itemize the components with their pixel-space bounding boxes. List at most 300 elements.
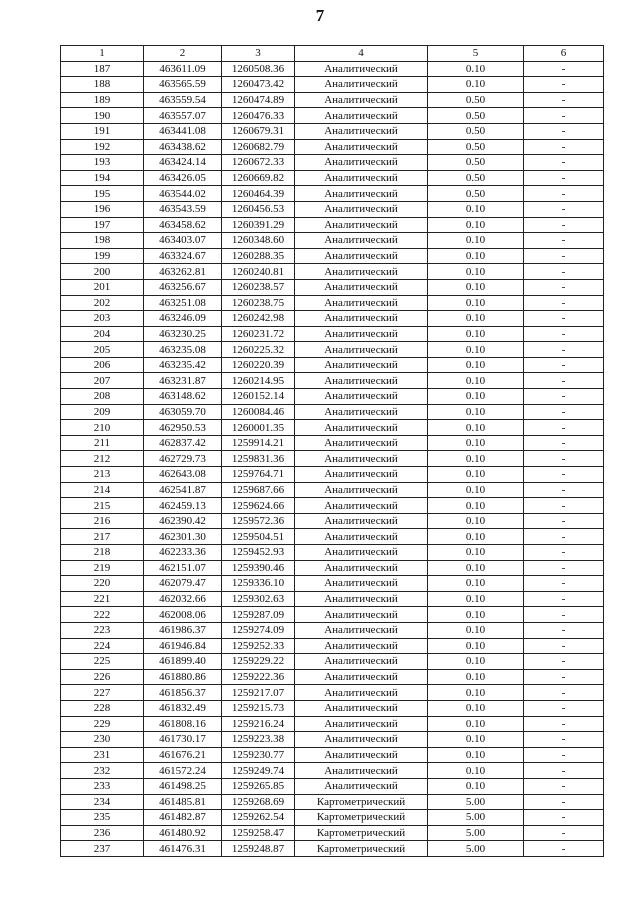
coordinates-table xyxy=(60,45,604,857)
table-cell: - xyxy=(524,732,604,748)
table-cell: 462643.08 xyxy=(144,467,222,483)
table-cell: - xyxy=(524,264,604,280)
table-cell: Картометрический xyxy=(295,825,428,841)
table-cell: Аналитический xyxy=(295,373,428,389)
table-cell: 463230.25 xyxy=(144,326,222,342)
table-row xyxy=(61,311,604,327)
table-cell: 0.10 xyxy=(428,389,524,405)
table-cell: 5.00 xyxy=(428,810,524,826)
table-body xyxy=(61,61,604,856)
table-cell: 190 xyxy=(61,108,144,124)
table-row xyxy=(61,170,604,186)
table-cell: 1259336.10 xyxy=(222,576,295,592)
table-cell: 1260476.33 xyxy=(222,108,295,124)
table-row xyxy=(61,77,604,93)
table-cell: 0.10 xyxy=(428,482,524,498)
table-cell: Аналитический xyxy=(295,233,428,249)
table-cell: Картометрический xyxy=(295,841,428,857)
table-cell: 1259249.74 xyxy=(222,763,295,779)
table-cell: - xyxy=(524,700,604,716)
table-cell: 1259504.51 xyxy=(222,529,295,545)
table-cell: 195 xyxy=(61,186,144,202)
table-cell: Аналитический xyxy=(295,123,428,139)
table-cell: - xyxy=(524,841,604,857)
table-row xyxy=(61,794,604,810)
table-cell: 1259215.73 xyxy=(222,700,295,716)
table-cell: 192 xyxy=(61,139,144,155)
table-cell: 462008.06 xyxy=(144,607,222,623)
table-cell: 1260220.39 xyxy=(222,357,295,373)
table-cell: - xyxy=(524,794,604,810)
table-cell: 0.10 xyxy=(428,435,524,451)
table-cell: 196 xyxy=(61,201,144,217)
table-row xyxy=(61,279,604,295)
table-cell: 1260474.89 xyxy=(222,92,295,108)
table-cell: Аналитический xyxy=(295,498,428,514)
table-cell: 0.10 xyxy=(428,311,524,327)
table-cell: 1260508.36 xyxy=(222,61,295,77)
table-cell: 0.10 xyxy=(428,279,524,295)
page-number: 7 xyxy=(315,6,325,25)
table-row xyxy=(61,420,604,436)
table-cell: 0.10 xyxy=(428,560,524,576)
table-cell: 1260672.33 xyxy=(222,155,295,171)
table-cell: 1259229.22 xyxy=(222,654,295,670)
table-cell: 0.50 xyxy=(428,186,524,202)
table-cell: 1260084.46 xyxy=(222,404,295,420)
table-cell: 217 xyxy=(61,529,144,545)
table-cell: Аналитический xyxy=(295,576,428,592)
table-cell: 1259265.85 xyxy=(222,778,295,794)
table-cell: 1259624.66 xyxy=(222,498,295,514)
table-cell: Аналитический xyxy=(295,716,428,732)
table-row xyxy=(61,248,604,264)
table-cell: 219 xyxy=(61,560,144,576)
table-cell: 463148.62 xyxy=(144,389,222,405)
table-cell: Аналитический xyxy=(295,170,428,186)
table-cell: Аналитический xyxy=(295,763,428,779)
column-header: 1 xyxy=(61,46,144,62)
table-cell: - xyxy=(524,810,604,826)
table-cell: 228 xyxy=(61,700,144,716)
table-cell: 0.50 xyxy=(428,155,524,171)
table-cell: Аналитический xyxy=(295,92,428,108)
table-cell: 211 xyxy=(61,435,144,451)
table-cell: 461986.37 xyxy=(144,622,222,638)
table-cell: 5.00 xyxy=(428,841,524,857)
table-cell: 0.10 xyxy=(428,747,524,763)
table-cell: 0.10 xyxy=(428,342,524,358)
table-cell: Аналитический xyxy=(295,700,428,716)
table-cell: Аналитический xyxy=(295,279,428,295)
table-cell: 463559.54 xyxy=(144,92,222,108)
table-row xyxy=(61,529,604,545)
table-cell: Аналитический xyxy=(295,404,428,420)
table-cell: 461808.16 xyxy=(144,716,222,732)
table-cell: 1259687.66 xyxy=(222,482,295,498)
table-cell: 0.10 xyxy=(428,467,524,483)
table-cell: 1260288.35 xyxy=(222,248,295,264)
table-cell: 0.10 xyxy=(428,77,524,93)
table-cell: 1259223.38 xyxy=(222,732,295,748)
table-cell: 463458.62 xyxy=(144,217,222,233)
table-cell: 1259302.63 xyxy=(222,591,295,607)
table-cell: - xyxy=(524,123,604,139)
table-cell: 1259914.21 xyxy=(222,435,295,451)
table-cell: 206 xyxy=(61,357,144,373)
column-header: 4 xyxy=(295,46,428,62)
table-cell: Аналитический xyxy=(295,342,428,358)
column-header: 2 xyxy=(144,46,222,62)
table-cell: - xyxy=(524,622,604,638)
table-cell: 224 xyxy=(61,638,144,654)
table-cell: 461572.24 xyxy=(144,763,222,779)
table-cell: 1259216.24 xyxy=(222,716,295,732)
table-cell: 1259572.36 xyxy=(222,513,295,529)
table-cell: - xyxy=(524,591,604,607)
table-cell: 462950.53 xyxy=(144,420,222,436)
table-row xyxy=(61,732,604,748)
table-cell: Аналитический xyxy=(295,529,428,545)
table-cell: 463543.59 xyxy=(144,201,222,217)
table-cell: 0.10 xyxy=(428,233,524,249)
table-cell: 187 xyxy=(61,61,144,77)
table-cell: 1260679.31 xyxy=(222,123,295,139)
table-cell: 462151.07 xyxy=(144,560,222,576)
table-cell: 1260682.79 xyxy=(222,139,295,155)
table-row xyxy=(61,747,604,763)
table-cell: 0.10 xyxy=(428,61,524,77)
table-cell: 461676.21 xyxy=(144,747,222,763)
table-cell: - xyxy=(524,342,604,358)
table-row xyxy=(61,342,604,358)
table-cell: - xyxy=(524,560,604,576)
table-cell: - xyxy=(524,61,604,77)
table-cell: 205 xyxy=(61,342,144,358)
table-row xyxy=(61,92,604,108)
table-cell: 237 xyxy=(61,841,144,857)
table-cell: 227 xyxy=(61,685,144,701)
table-cell: 203 xyxy=(61,311,144,327)
table-row xyxy=(61,61,604,77)
table-cell: 0.10 xyxy=(428,357,524,373)
table-cell: 1259230.77 xyxy=(222,747,295,763)
table-cell: - xyxy=(524,435,604,451)
table-row xyxy=(61,373,604,389)
table-cell: 463059.70 xyxy=(144,404,222,420)
table-cell: 462032.66 xyxy=(144,591,222,607)
table-cell: 463611.09 xyxy=(144,61,222,77)
table-cell: Аналитический xyxy=(295,357,428,373)
table-cell: 221 xyxy=(61,591,144,607)
table-cell: 0.10 xyxy=(428,248,524,264)
table-cell: 0.50 xyxy=(428,123,524,139)
table-cell: - xyxy=(524,186,604,202)
table-cell: 463262.81 xyxy=(144,264,222,280)
table-cell: 461899.40 xyxy=(144,654,222,670)
table-cell: - xyxy=(524,747,604,763)
table-cell: 462301.30 xyxy=(144,529,222,545)
table-cell: 0.10 xyxy=(428,451,524,467)
table-cell: 1260152.14 xyxy=(222,389,295,405)
table-row xyxy=(61,763,604,779)
table-cell: 461476.31 xyxy=(144,841,222,857)
table-cell: 461856.37 xyxy=(144,685,222,701)
table-cell: 461946.84 xyxy=(144,638,222,654)
table-cell: 1260231.72 xyxy=(222,326,295,342)
table-cell: 461480.92 xyxy=(144,825,222,841)
table-cell: Аналитический xyxy=(295,155,428,171)
table-cell: Аналитический xyxy=(295,61,428,77)
table-cell: 0.10 xyxy=(428,607,524,623)
table-row xyxy=(61,295,604,311)
table-cell: 1260240.81 xyxy=(222,264,295,280)
table-cell: 1260669.82 xyxy=(222,170,295,186)
table-row xyxy=(61,233,604,249)
table-cell: 214 xyxy=(61,482,144,498)
table-cell: - xyxy=(524,529,604,545)
table-row xyxy=(61,467,604,483)
table-cell: - xyxy=(524,77,604,93)
table-cell: 462459.13 xyxy=(144,498,222,514)
table-cell: 1260001.35 xyxy=(222,420,295,436)
column-header: 3 xyxy=(222,46,295,62)
table-cell: 1259248.87 xyxy=(222,841,295,857)
header-row xyxy=(61,46,604,62)
table-cell: - xyxy=(524,311,604,327)
table-row xyxy=(61,217,604,233)
table-cell: 0.10 xyxy=(428,420,524,436)
table-row xyxy=(61,700,604,716)
table-cell: 0.10 xyxy=(428,576,524,592)
table-cell: - xyxy=(524,654,604,670)
table-cell: 1260238.57 xyxy=(222,279,295,295)
table-row xyxy=(61,576,604,592)
table-row xyxy=(61,389,604,405)
table-cell: - xyxy=(524,139,604,155)
table-cell: - xyxy=(524,451,604,467)
table-cell: 201 xyxy=(61,279,144,295)
table-cell: - xyxy=(524,170,604,186)
table-row xyxy=(61,108,604,124)
table-cell: 212 xyxy=(61,451,144,467)
table-cell: 1259287.09 xyxy=(222,607,295,623)
column-header: 5 xyxy=(428,46,524,62)
table-cell: 202 xyxy=(61,295,144,311)
table-cell: 1260473.42 xyxy=(222,77,295,93)
table-cell: 233 xyxy=(61,778,144,794)
table-cell: Аналитический xyxy=(295,732,428,748)
table-cell: 461880.86 xyxy=(144,669,222,685)
table-row xyxy=(61,264,604,280)
table-cell: 463565.59 xyxy=(144,77,222,93)
table-row xyxy=(61,451,604,467)
table-cell: 1259274.09 xyxy=(222,622,295,638)
table-row xyxy=(61,201,604,217)
table-cell: 463231.87 xyxy=(144,373,222,389)
table-cell: - xyxy=(524,108,604,124)
table-row xyxy=(61,638,604,654)
table-cell: 461485.81 xyxy=(144,794,222,810)
table-cell: Аналитический xyxy=(295,451,428,467)
table-cell: 463557.07 xyxy=(144,108,222,124)
table-cell: 199 xyxy=(61,248,144,264)
table-cell: 0.10 xyxy=(428,404,524,420)
table-cell: 1260214.95 xyxy=(222,373,295,389)
table-cell: - xyxy=(524,404,604,420)
table-cell: 462729.73 xyxy=(144,451,222,467)
table-cell: Аналитический xyxy=(295,545,428,561)
table-row xyxy=(61,825,604,841)
table-cell: 0.10 xyxy=(428,654,524,670)
table-cell: 1259452.93 xyxy=(222,545,295,561)
table-cell: 5.00 xyxy=(428,794,524,810)
table-cell: 0.50 xyxy=(428,170,524,186)
table-row xyxy=(61,123,604,139)
table-cell: - xyxy=(524,420,604,436)
table-cell: 220 xyxy=(61,576,144,592)
table-cell: 209 xyxy=(61,404,144,420)
table-cell: 193 xyxy=(61,155,144,171)
table-cell: 216 xyxy=(61,513,144,529)
table-cell: Аналитический xyxy=(295,311,428,327)
table-cell: 191 xyxy=(61,123,144,139)
table-row xyxy=(61,545,604,561)
table-cell: 462837.42 xyxy=(144,435,222,451)
table-cell: 232 xyxy=(61,763,144,779)
table-cell: 0.50 xyxy=(428,92,524,108)
table-cell: 188 xyxy=(61,77,144,93)
table-cell: 213 xyxy=(61,467,144,483)
table-cell: 0.10 xyxy=(428,373,524,389)
table-cell: 215 xyxy=(61,498,144,514)
table-cell: 463403.07 xyxy=(144,233,222,249)
table-cell: 463251.08 xyxy=(144,295,222,311)
table-cell: 462541.87 xyxy=(144,482,222,498)
table-cell: - xyxy=(524,248,604,264)
table-cell: 231 xyxy=(61,747,144,763)
table-row xyxy=(61,685,604,701)
table-cell: 0.10 xyxy=(428,545,524,561)
table-cell: 200 xyxy=(61,264,144,280)
table-cell: 461498.25 xyxy=(144,778,222,794)
table-cell: Аналитический xyxy=(295,389,428,405)
table-cell: 461832.49 xyxy=(144,700,222,716)
table-cell: 210 xyxy=(61,420,144,436)
table-row xyxy=(61,513,604,529)
table-cell: 218 xyxy=(61,545,144,561)
table-cell: Аналитический xyxy=(295,685,428,701)
table-cell: Картометрический xyxy=(295,794,428,810)
table-cell: - xyxy=(524,778,604,794)
table-cell: 0.50 xyxy=(428,139,524,155)
table-cell: - xyxy=(524,373,604,389)
table-cell: 223 xyxy=(61,622,144,638)
table-cell: Аналитический xyxy=(295,420,428,436)
table-cell: 0.10 xyxy=(428,264,524,280)
table-cell: Аналитический xyxy=(295,248,428,264)
table-cell: 1260456.53 xyxy=(222,201,295,217)
table-cell: 1259390.46 xyxy=(222,560,295,576)
table-cell: 463441.08 xyxy=(144,123,222,139)
table-cell: 1260464.39 xyxy=(222,186,295,202)
table-cell: 1259258.47 xyxy=(222,825,295,841)
table-cell: - xyxy=(524,295,604,311)
table-row xyxy=(61,654,604,670)
table-cell: 461730.17 xyxy=(144,732,222,748)
table-cell: 1259222.36 xyxy=(222,669,295,685)
table-row xyxy=(61,669,604,685)
table-cell: - xyxy=(524,607,604,623)
table-cell: 1259262.54 xyxy=(222,810,295,826)
table-cell: 0.10 xyxy=(428,622,524,638)
table-cell: Аналитический xyxy=(295,638,428,654)
table-cell: - xyxy=(524,545,604,561)
table-cell: 0.10 xyxy=(428,591,524,607)
table-cell: 0.10 xyxy=(428,217,524,233)
table-row xyxy=(61,404,604,420)
table-row xyxy=(61,841,604,857)
table-row xyxy=(61,435,604,451)
table-cell: - xyxy=(524,482,604,498)
table-cell: Аналитический xyxy=(295,201,428,217)
table-row xyxy=(61,482,604,498)
table-cell: 1260348.60 xyxy=(222,233,295,249)
table-cell: 0.10 xyxy=(428,201,524,217)
table-cell: 0.10 xyxy=(428,529,524,545)
table-row xyxy=(61,778,604,794)
table-cell: 0.10 xyxy=(428,716,524,732)
table-cell: - xyxy=(524,357,604,373)
table-cell: - xyxy=(524,638,604,654)
table-cell: - xyxy=(524,498,604,514)
table-cell: 0.10 xyxy=(428,778,524,794)
table-cell: - xyxy=(524,217,604,233)
table-cell: 189 xyxy=(61,92,144,108)
table-cell: Аналитический xyxy=(295,435,428,451)
table-cell: Аналитический xyxy=(295,513,428,529)
table-cell: Аналитический xyxy=(295,747,428,763)
table-cell: Аналитический xyxy=(295,217,428,233)
table-cell: - xyxy=(524,233,604,249)
table-cell: Аналитический xyxy=(295,622,428,638)
table-cell: 463424.14 xyxy=(144,155,222,171)
table-row xyxy=(61,326,604,342)
table-cell: 1260225.32 xyxy=(222,342,295,358)
table-cell: 198 xyxy=(61,233,144,249)
table-cell: 462079.47 xyxy=(144,576,222,592)
table-cell: 236 xyxy=(61,825,144,841)
table-cell: 1259764.71 xyxy=(222,467,295,483)
table-cell: Аналитический xyxy=(295,591,428,607)
table-cell: Аналитический xyxy=(295,186,428,202)
table-cell: - xyxy=(524,825,604,841)
table-cell: Аналитический xyxy=(295,467,428,483)
table-cell: Аналитический xyxy=(295,654,428,670)
table-cell: 462390.42 xyxy=(144,513,222,529)
table-cell: - xyxy=(524,155,604,171)
table-cell: Аналитический xyxy=(295,77,428,93)
table-row xyxy=(61,186,604,202)
table-cell: 0.10 xyxy=(428,295,524,311)
table-cell: 222 xyxy=(61,607,144,623)
table-cell: - xyxy=(524,685,604,701)
table-row xyxy=(61,716,604,732)
table-cell: 463544.02 xyxy=(144,186,222,202)
table-cell: Картометрический xyxy=(295,810,428,826)
table-cell: 1259252.33 xyxy=(222,638,295,654)
table-cell: Аналитический xyxy=(295,139,428,155)
